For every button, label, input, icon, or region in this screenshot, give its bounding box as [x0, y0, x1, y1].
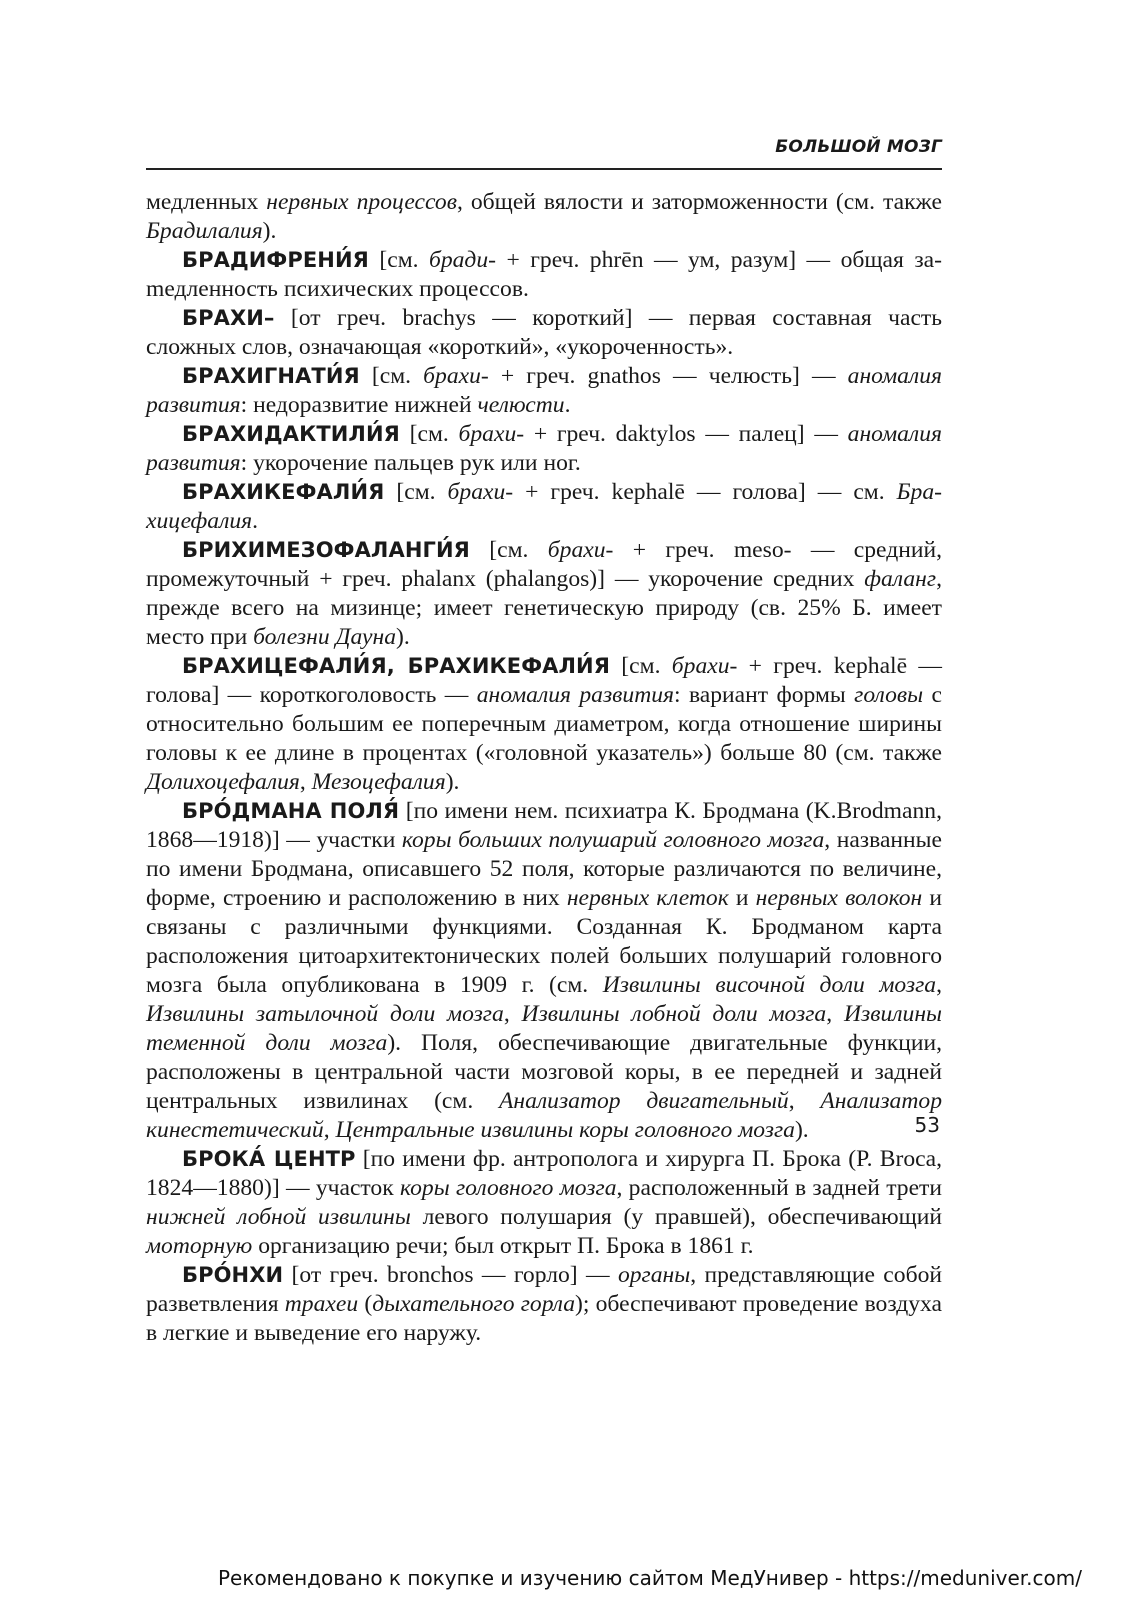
- entry-headword: БРАХИДАКТИЛИ́Я: [182, 422, 400, 446]
- italic-term: брахи-: [671, 653, 738, 679]
- entry-text: ,: [503, 1001, 522, 1027]
- dictionary-entry: [146, 246, 942, 304]
- entry-text: [см.: [399, 421, 459, 447]
- entry-text: и: [728, 885, 756, 911]
- italic-term: аномалия развития: [476, 682, 675, 708]
- entry-text: : недоразвитие нижней: [240, 392, 478, 418]
- entry-headword: БРО́НХИ: [182, 1263, 284, 1287]
- italic-term: Извилины теменной доли мозга: [146, 1001, 943, 1056]
- italic-term: Извилины лобной доли мозга: [521, 1001, 827, 1027]
- entry-text: медленных: [146, 189, 267, 215]
- entry-text: + греч. phrēn — ум, разум] — общая заmедленность психических процессов.: [146, 247, 942, 302]
- italic-term: Брахицефалия: [146, 479, 942, 534]
- entry-text: [см.: [384, 479, 448, 505]
- dictionary-entry: [146, 536, 942, 652]
- italic-term: Анализатор кинестетический: [146, 1088, 942, 1143]
- header-rule: [146, 168, 942, 170]
- entry-text: [по имени нем. психиатра К. Бродмана (K.Brodmann, 1868—1918)] — участки: [146, 798, 942, 853]
- entry-text: + греч. daktylos — палец] —: [524, 421, 848, 447]
- entry-text: ,: [788, 1088, 821, 1114]
- dictionary-text: [146, 188, 942, 1348]
- italic-term: нервных процессов: [266, 189, 457, 215]
- italic-term: нижней лобной извилины: [146, 1204, 411, 1230]
- entry-text: ); обеспечивают проведение воздуха в легкие и выведение его наружу.: [146, 1291, 943, 1346]
- entry-headword: БРАХИГНАТИ́Я: [182, 364, 360, 388]
- book-page: [146, 0, 942, 1601]
- entry-text: , общей вялости и заторможенности (см. также: [456, 189, 942, 215]
- dictionary-entry: [146, 478, 942, 536]
- italic-term: Анализатор двигательный: [498, 1088, 789, 1114]
- dictionary-entry: [146, 362, 942, 420]
- entry-text: : вариант формы: [674, 682, 855, 708]
- italic-term: брахи-: [458, 421, 525, 447]
- entry-text: ).: [262, 218, 277, 244]
- italic-term: Извилины височной доли мозга: [602, 972, 937, 998]
- dictionary-entry: [146, 420, 942, 478]
- entry-text: , расположенный в задней трети: [616, 1175, 942, 1201]
- italic-term: моторную: [146, 1233, 253, 1259]
- continued-paragraph: [146, 188, 942, 246]
- italic-term: Долихоцефалия: [146, 769, 300, 795]
- italic-term: коры больших полушарий головного мозга: [401, 827, 825, 853]
- entry-headword: БРАХИКЕФАЛИ́Я: [182, 480, 385, 504]
- entry-text: и связаны с различными функциями. Созданная К. Бродманом карта расположения цитоархитектонических полей больших полушарий головного мозга была опубликована в 1909 г. (см.: [146, 885, 942, 998]
- entry-text: [от греч. bronchos — горло] —: [283, 1262, 618, 1288]
- entry-text: + греч. meso- — средний, промежуточный + греч. phalanx (phalangos)] — укорочение средних: [146, 537, 942, 592]
- entry-text: , прежде всего на мизинце; имеет генетическую природу (св. 25% Б. имеет место при: [146, 566, 942, 650]
- italic-term: органы: [617, 1262, 691, 1288]
- footer-note: Рекомендовано к покупке и изучению сайтом МедУнивер - https://meduniver.com/: [218, 1566, 1082, 1590]
- entry-text: ,: [323, 1117, 336, 1143]
- entry-text: , представляющие собой разветвления: [146, 1262, 942, 1317]
- italic-term: аномалия развития: [146, 363, 942, 418]
- entry-text: , названные по имени Бродмана, описавшего 52 поля, которые различаются по величине, форме, строению и расположению в них: [146, 827, 943, 911]
- italic-term: коры головного мозга: [399, 1175, 617, 1201]
- entry-text: [см.: [469, 537, 548, 563]
- entry-text: : укорочение пальцев рук или ног.: [240, 450, 581, 476]
- entry-text: .: [564, 392, 571, 418]
- italic-term: бради-: [428, 247, 497, 273]
- entry-text: ,: [936, 972, 942, 998]
- italic-term: трахеи: [284, 1291, 359, 1317]
- entry-text: .: [252, 508, 259, 534]
- italic-term: брахи-: [547, 537, 614, 563]
- entry-headword: БРАДИФРЕНИ́Я: [182, 248, 369, 272]
- entry-text: ).: [794, 1117, 809, 1143]
- entry-text: [от греч. brachys — короткий] — первая составная часть сложных слов, означающая «короткий», «укороченность».: [146, 305, 942, 360]
- entry-text: + греч. kephalē — голова] — короткоголовость —: [146, 653, 942, 708]
- dictionary-entry: [146, 1145, 942, 1261]
- italic-term: Брадилалия: [146, 218, 263, 244]
- dictionary-entry: [146, 797, 942, 1145]
- entry-text: [см.: [368, 247, 429, 273]
- italic-term: челюсти: [477, 392, 565, 418]
- page-number: 53: [914, 1113, 940, 1137]
- entry-text: с относительно большим ее поперечным диаметром, когда отношение ширины головы к ее длине в процентах («головной указатель») больше 80 (см. также: [146, 682, 942, 766]
- italic-term: Центральные извилины коры головного мозга: [335, 1117, 795, 1143]
- italic-term: нервных клеток: [566, 885, 729, 911]
- entry-text: организацию речи; был открыт П. Брока в 1861 г.: [252, 1233, 754, 1259]
- entry-text: + греч. gnathos — челюсть] —: [488, 363, 848, 389]
- entry-text: + греч. kephalē — голова] — см.: [513, 479, 897, 505]
- italic-term: брахи-: [423, 363, 489, 389]
- italic-term: болезни Дауна: [253, 624, 396, 650]
- italic-term: аномалия развития: [146, 421, 942, 476]
- entry-text: [см.: [359, 363, 424, 389]
- entry-text: ,: [826, 1001, 844, 1027]
- entry-text: [см.: [610, 653, 672, 679]
- entry-headword: БРАХИЦЕФАЛИ́Я, БРАХИКЕФАЛИ́Я: [182, 654, 610, 678]
- italic-term: Мезоцефалия: [311, 769, 446, 795]
- entry-text: ,: [299, 769, 312, 795]
- entry-text: ).: [396, 624, 410, 650]
- entry-headword: БРИХИМЕЗОФАЛАНГИ́Я: [182, 538, 470, 562]
- entry-text: (: [358, 1291, 373, 1317]
- entry-text: [по имени фр. антрополога и хирурга П. Брока (P. Broca, 1824—1880)] — участок: [146, 1146, 942, 1201]
- italic-term: фаланг: [864, 566, 937, 592]
- dictionary-entry: [146, 1261, 942, 1348]
- dictionary-entry: [146, 304, 942, 362]
- entry-headword: БРОКА́ ЦЕНТР: [182, 1147, 356, 1171]
- entry-headword: БРО́ДМАНА ПОЛЯ́: [182, 799, 400, 823]
- italic-term: Извилины затылочной доли мозга: [146, 1001, 504, 1027]
- italic-term: нервных волокон: [755, 885, 923, 911]
- dictionary-entry: [146, 652, 942, 797]
- entry-headword: БРАХИ–: [182, 306, 275, 330]
- italic-term: брахи-: [447, 479, 514, 505]
- entry-text: левого полушария (у правшей), обеспечивающий: [410, 1204, 942, 1230]
- entry-text: ).: [445, 769, 460, 795]
- running-title: БОЛЬШОЙ МОЗГ: [775, 137, 942, 157]
- italic-term: головы: [854, 682, 924, 708]
- entry-text: ). Поля, обеспечивающие двигательные функции, расположены в центральной части мозговой коры, в ее передней и задней центральных извилинах (см.: [146, 1030, 943, 1114]
- italic-term: дыхательного горла: [372, 1291, 576, 1317]
